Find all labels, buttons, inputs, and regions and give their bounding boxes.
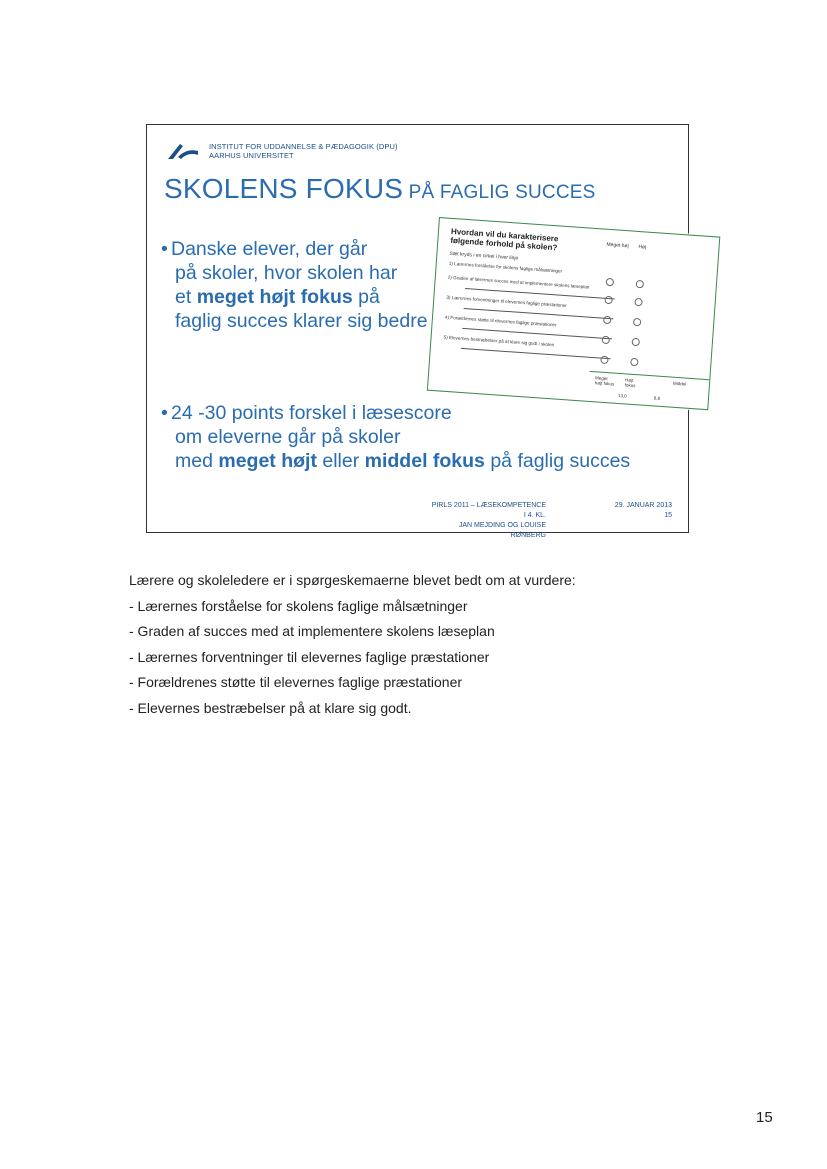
- slide-footer-right: [599, 501, 672, 521]
- bullet-2-line-3e: på faglig succes: [484, 450, 631, 472]
- survey-item-2: 2) Graden af lærernes succes med at implementere skolens læseplan: [447, 274, 590, 290]
- bullet-2-line-3c: eller: [316, 450, 365, 472]
- body-item: - Lærernes forståelse for skolens faglige målsætninger: [129, 597, 468, 614]
- bullet-2-line-1: 24 -30 points forskel i læsescore: [171, 402, 452, 424]
- bullet-2-line-3a: med: [175, 450, 219, 472]
- body-intro: Lærere og skoleledere er i spørgeskemaerne blevet bedt om at vurdere:: [129, 572, 576, 588]
- slide-image: [146, 124, 689, 539]
- aarhus-university-logo: [166, 141, 200, 161]
- slide-footer-date: 29. JANUAR 2013: [614, 502, 672, 509]
- survey-radio: [636, 280, 645, 289]
- slide-footer-page: 15: [664, 512, 672, 519]
- body-item: - Forældrenes støtte til elevernes faglige præstationer: [129, 674, 463, 690]
- institute-line-2: AARHUS UNIVERSITET: [209, 151, 294, 160]
- survey-excerpt: [427, 217, 720, 410]
- bullet-dot: •: [161, 238, 168, 260]
- survey-radio: [631, 338, 640, 347]
- institute-line-1: INSTITUT FOR UDDANNELSE & PÆDAGOGIK (DPU): [209, 142, 398, 151]
- bullet-1-line-3c: på: [352, 286, 380, 308]
- survey-col-high: Høj: [638, 243, 647, 251]
- slide-footer-left: [431, 501, 546, 541]
- survey-col-very-high: Meget høj: [606, 241, 629, 250]
- bullet-1-line-1: Danske elever, der går: [171, 238, 368, 260]
- survey-value-b: 8,8: [653, 395, 661, 401]
- survey-label-middle: Middel: [672, 380, 687, 387]
- page-number: 15: [756, 1109, 773, 1126]
- slide-footer-authors: JAN MEJDING OG LOUISE RØNBERG: [458, 522, 546, 539]
- institute-name: [209, 142, 398, 160]
- survey-label-high-focus: Højt fokus: [624, 377, 636, 389]
- survey-item-1: 1) Lærernes forståelse for skolens faglige målsætninger: [448, 260, 563, 274]
- survey-value-a: 13,0: [617, 392, 627, 399]
- slide-title: [164, 173, 596, 205]
- body-item: - Graden af succes med at implementere skolens læseplan: [129, 623, 495, 639]
- bullet-dot: •: [161, 402, 168, 424]
- slide-footer-course: PIRLS 2011 – LÆSEKOMPETENCE I 4. KL.: [431, 502, 546, 519]
- survey-instruction: Sæt kryds i en cirkel i hver linje: [449, 250, 519, 262]
- bullet-2-emphasis-1: meget højt: [218, 450, 317, 472]
- bullet-2-emphasis-2: middel fokus: [364, 450, 485, 472]
- bullet-1-line-4: faglig succes klarer sig bedre: [175, 310, 428, 332]
- bullet-1-line-3a: et: [175, 286, 197, 308]
- bullet-1-line-2: på skoler, hvor skolen har: [175, 262, 398, 284]
- bullet-1: [161, 237, 461, 333]
- bullet-1-emphasis: meget højt fokus: [196, 286, 353, 308]
- survey-radio: [603, 316, 612, 325]
- bullet-2-line-2: om eleverne går på skoler: [175, 426, 401, 448]
- survey-radio: [606, 278, 615, 287]
- survey-item-4: 4) Forældrenes støtte til elevernes faglige præstationer: [444, 314, 557, 328]
- survey-radio: [634, 298, 643, 307]
- survey-label-very-high-focus: Meget højt fokus: [594, 375, 615, 387]
- body-item: - Elevernes bestræbelser på at klare sig godt.: [129, 699, 412, 716]
- survey-radio: [600, 356, 609, 365]
- survey-radio: [633, 318, 642, 327]
- slide-title-main: SKOLENS FOKUS: [164, 173, 404, 204]
- survey-radio: [602, 336, 611, 345]
- slide-title-small: PÅ FAGLIG SUCCES: [403, 182, 596, 203]
- bullet-2: [161, 401, 681, 473]
- body-text: [129, 568, 749, 721]
- survey-radio: [604, 296, 613, 305]
- body-item: - Lærernes forventninger til elevernes faglige præstationer: [129, 648, 490, 665]
- survey-item-3: 3) Lærernes forventninger til elevernes faglige præstationer: [446, 294, 568, 309]
- survey-question: Hvordan vil du karakterisere følgende forhold på skolen?: [450, 226, 559, 253]
- survey-item-5: 5) Elevernes bestræbelser på at klare sig godt i skolen: [443, 334, 555, 348]
- survey-radio: [630, 358, 639, 367]
